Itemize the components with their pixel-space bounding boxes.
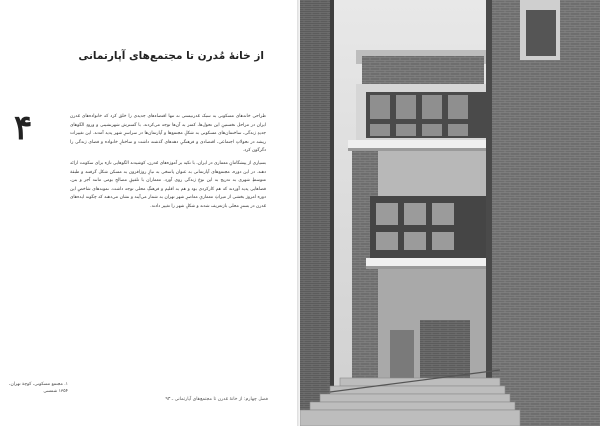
building-photo — [300, 0, 600, 426]
paragraph: بسیاری از پیشگامانِ معماری در ایران، با تکیه بر آموزه‌های مُدرن، کوشیدند الگوهایی تازه برای سکونت ارائه دهند. در این دوره، مجتمع‌های آپارتمانی به عنوان پاسخی به نیازِ روزافزون به مسکن شکل گرفتند و طبقهٔ متوسطِ شهری به تدریج به این نوعِ زندگی روی آورد. معماران با تلفیقِ مصالحِ بومی مانند آجر و بتن، فضاهایی پدید آوردند که هم کارکردی بود و هم به اقلیم و فرهنگِ محلی توجه داشت. نمونه‌های شاخصِ این دوره امروز بخشی از میراثِ معماریِ معاصرِ شهر تهران به شمار می‌آیند و نشان می‌دهند که چگونه ایده‌های مُدرن در بسترِ محلی بازتعریف شدند و شکلِ شهر را تغییر دادند. — [70, 160, 266, 209]
chapter-title: از خانهٔ مُدرن تا مجتمع‌های آپارتمانی — [78, 50, 264, 62]
side-note: ۱. مجتمع مسکونی، کوچهٔ تهران، ۱۳۵۴ شمسی — [9, 382, 68, 394]
chapter-number: ۴ — [14, 108, 33, 148]
page-footer: فصل چهارم: از خانهٔ مُدرن تا مجتمع‌های آپارتمانی ـ ۹۳ — [165, 397, 268, 402]
paragraph: طراحی خانه‌های مسکونی به سبک مُدرنیستی نه تنها اقتضاءهای جدیدی را خلق کرد که خانواده‌های مُدرن ایران در مراحل نخستینِ این تحول‌ها، کمتر به آن‌ها توجه می‌کردند. با گسترش شهرنشینی و ورودِ الگوهای جدیدِ زندگی، ساختمان‌های مسکونی به شکلِ مجتمع‌ها و آپارتمان‌ها در سراسرِ شهر پدید آمدند. این تغییرات ریشه در تحولاتِ اجتماعی، اقتصادی و فرهنگیِ دهه‌های گذشته داشت و ساختارِ خانواده و فضای زندگی را دگرگون کرد. — [70, 114, 266, 154]
right-page-photo — [300, 0, 600, 426]
body-text — [70, 113, 266, 216]
